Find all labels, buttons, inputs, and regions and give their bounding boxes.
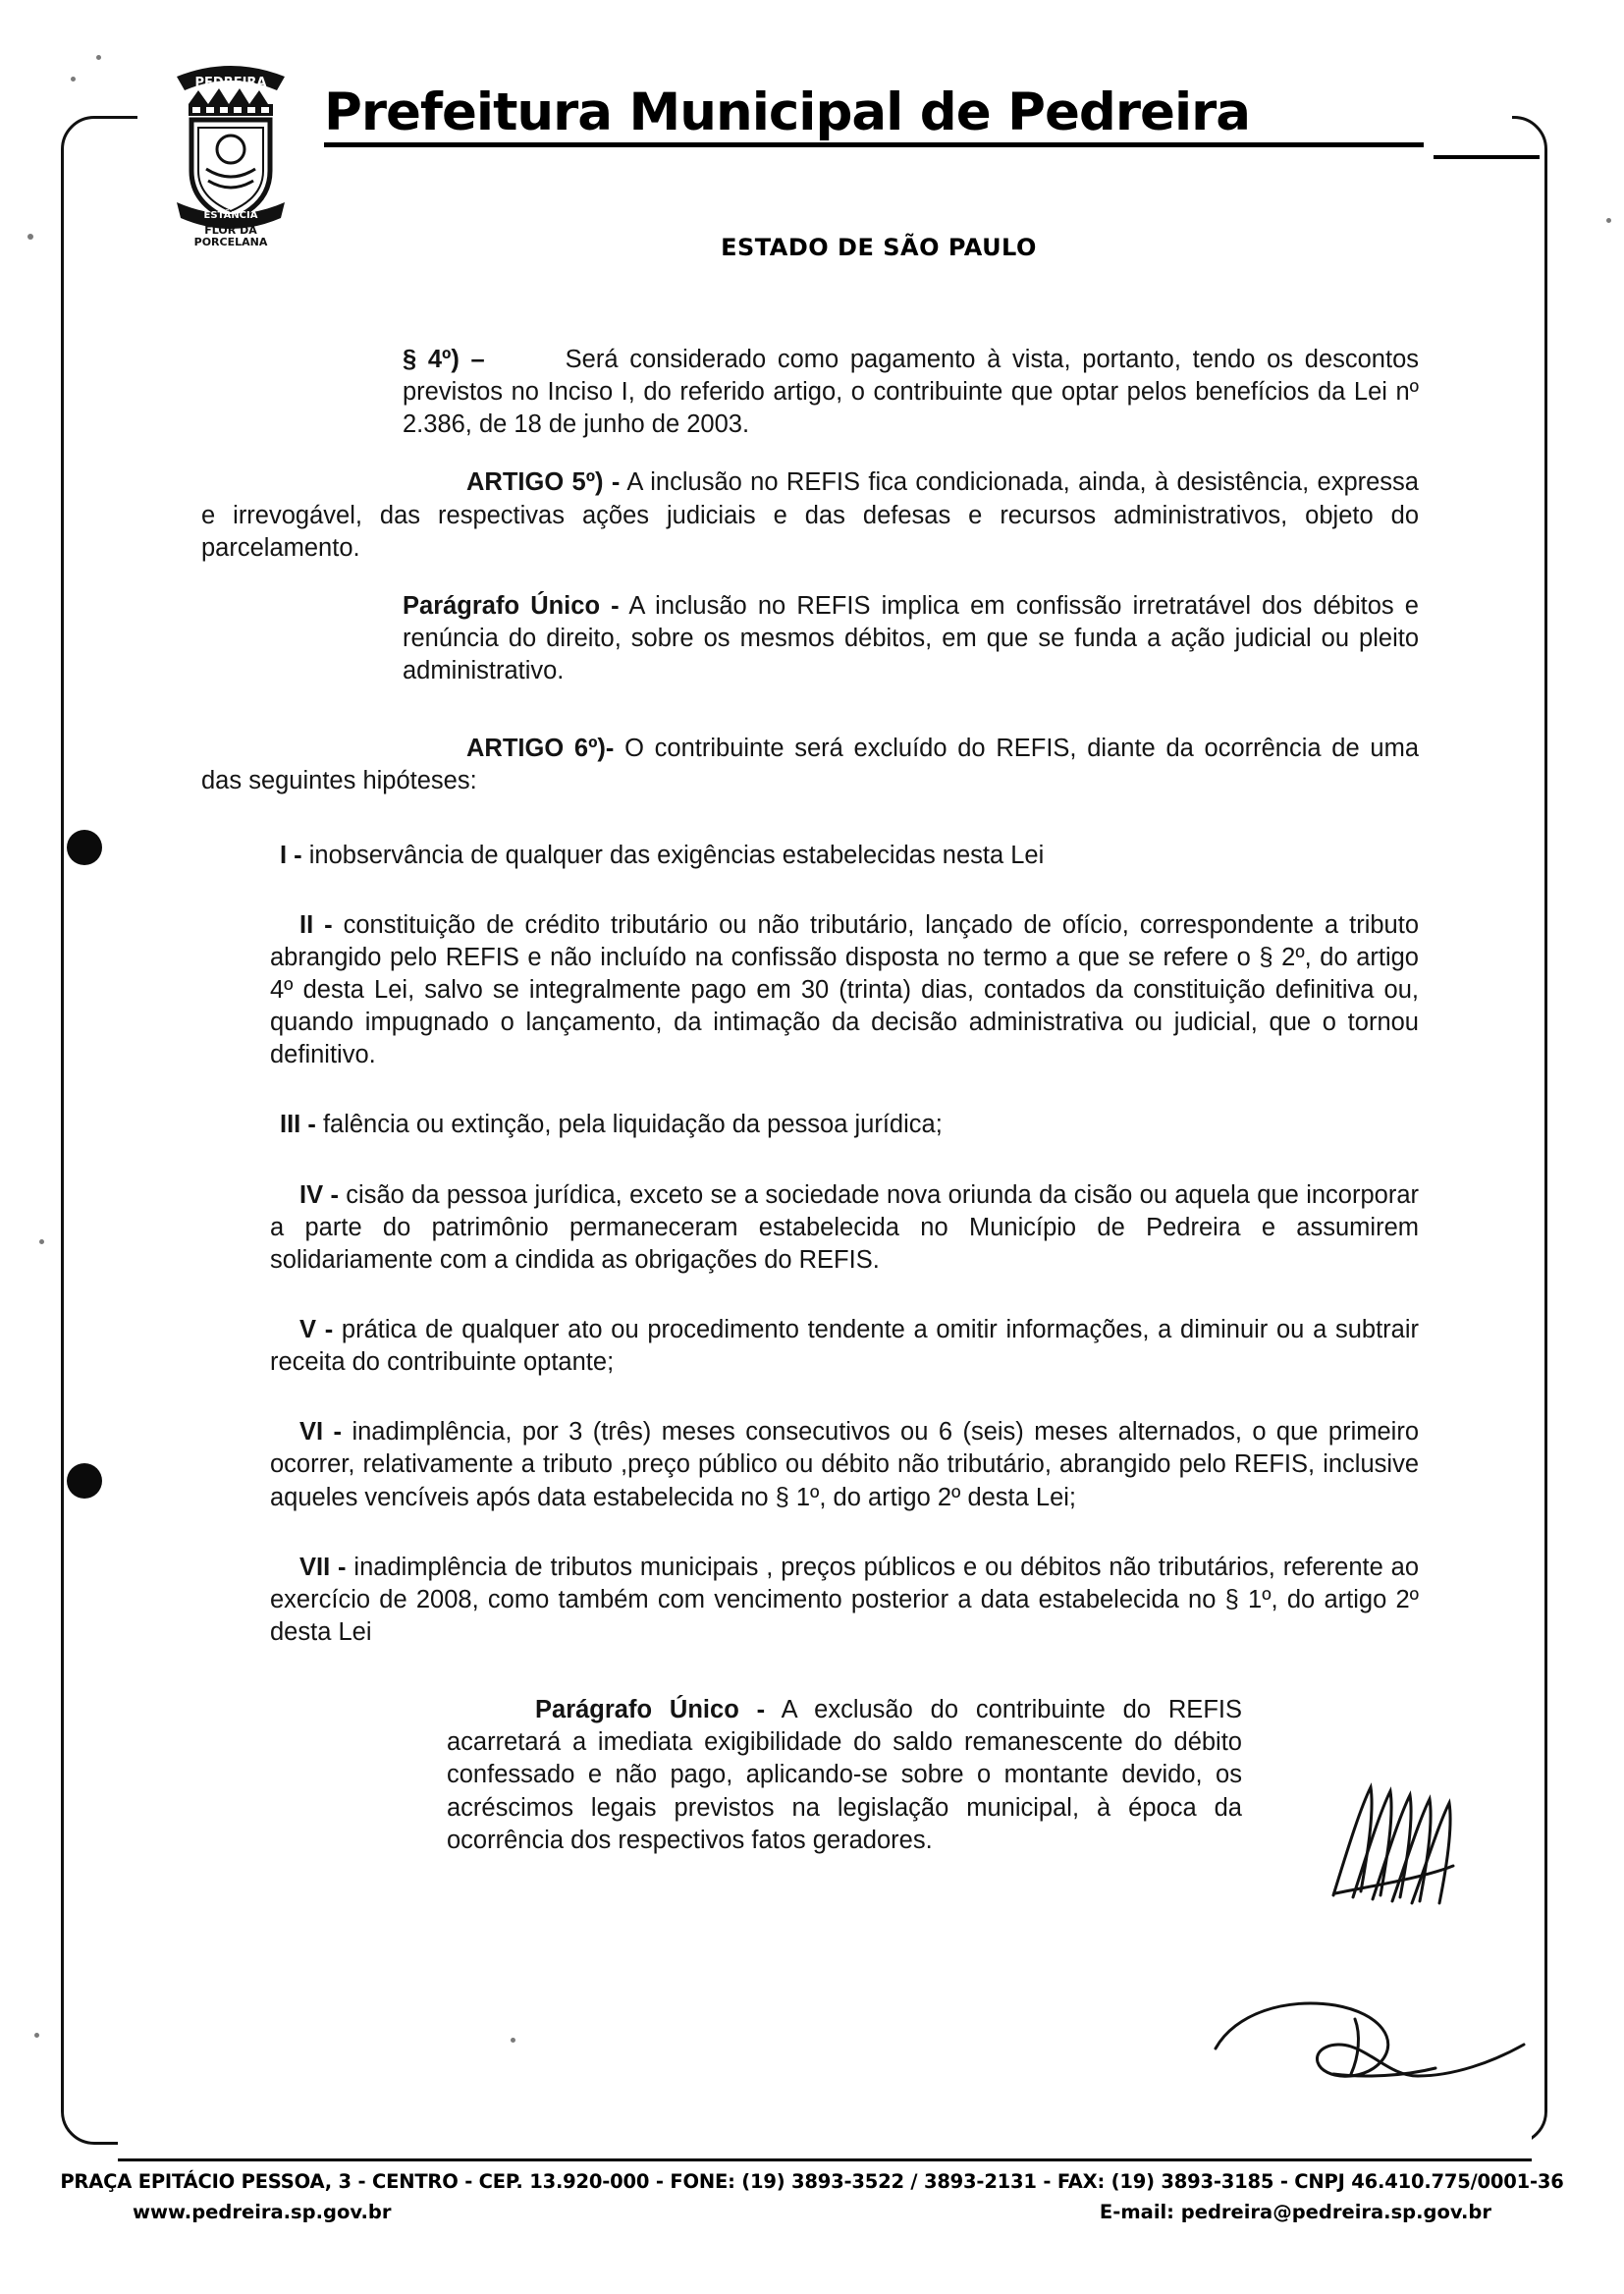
paragraph-inciso-vii (270, 1552, 1419, 1649)
paragraph-lead: ARTIGO 6º)- (466, 735, 615, 763)
paragraph-text: inobservância de qualquer das exigências estabelecidas nesta Lei (308, 841, 1045, 869)
footer-email[interactable]: E-mail: pedreira@pedreira.sp.gov.br (1099, 2201, 1491, 2223)
scan-speck (511, 2038, 515, 2043)
svg-text:FLOR DA: FLOR DA (204, 224, 257, 237)
paragraph-inciso-v (270, 1314, 1419, 1379)
paragraph-par-4 (403, 344, 1419, 441)
paragraph-text: A inclusão no REFIS implica em confissão irretratável dos débitos e renúncia do direito, sobre os mesmos débitos, em que se funda a ação judicial ou pleito administrativo. (403, 591, 1419, 685)
paragraph-inciso-iii (280, 1109, 1419, 1141)
document-body (201, 344, 1419, 1883)
svg-text:PEDREIRA: PEDREIRA (194, 76, 267, 90)
scan-speck (34, 2033, 39, 2038)
paragraph-lead: § 4º) – (403, 346, 485, 373)
footer-divider (118, 2158, 1532, 2161)
paragraph-lead: VII - (299, 1553, 347, 1581)
svg-text:ESTÂNCIA: ESTÂNCIA (203, 210, 258, 221)
page-subtitle: ESTADO DE SÃO PAULO (721, 234, 1037, 261)
paragraph-text: O contribuinte será excluído do REFIS, diante da ocorrência de uma das seguintes hipóteses: (201, 735, 1419, 795)
paragraph-text: constituição de crédito tributário ou não tributário, lançado de ofício, correspondente a tributo abrangido pelo REFIS e não incluído na confissão disposta no termo a que se refere o § 2º, do artigo 4º desta Lei, salvo se integralmente pago em 30 (trinta) dias, contados da constituição definitiva ou, quando impugnado o lançamento, da intimação da decisão administrativa ou judicial, que o tornou definitivo. (270, 910, 1420, 1069)
paragraph-lead: II - (299, 910, 333, 939)
paragraph-text: Será considerado como pagamento à vista, portanto, tendo os descontos previstos no Inciso I, do referido artigo, o contribuinte que optar pelos benefícios da Lei nº 2.386, de 18 de junho de 2003. (403, 346, 1420, 439)
paragraph-paragrafo-unico-2 (447, 1694, 1242, 1857)
paragraph-lead: Parágrafo Único - (403, 591, 620, 620)
scan-speck (1606, 218, 1611, 223)
paragraph-text: falência ou extinção, pela liquidação da pessoa jurídica; (322, 1111, 943, 1139)
paragraph-inciso-vi (270, 1416, 1419, 1513)
svg-text:PORCELANA: PORCELANA (193, 236, 268, 247)
paragraph-artigo-6 (201, 733, 1419, 797)
paragraph-lead: VI - (299, 1418, 343, 1447)
coat-of-arms-icon (147, 51, 314, 247)
paragraph-lead: IV - (299, 1180, 339, 1209)
page-title: Prefeitura Municipal de Pedreira (324, 82, 1251, 142)
hole-punch-mark (67, 830, 102, 865)
paragraph-inciso-i (280, 840, 1419, 872)
footer-website[interactable]: www.pedreira.sp.gov.br (133, 2201, 392, 2223)
paragraph-text: A inclusão no REFIS fica condicionada, ainda, à desistência, expressa e irrevogável, das respectivas ações judiciais e das defesas e recursos administrativos, objeto do parcelamento. (201, 468, 1419, 562)
paragraph-inciso-iv (270, 1179, 1419, 1277)
handwritten-signature (1208, 1984, 1532, 2111)
paragraph-lead: III - (280, 1111, 316, 1139)
hole-punch-mark (67, 1463, 102, 1499)
paragraph-artigo-5 (201, 466, 1419, 564)
paragraph-lead: I - (280, 841, 302, 869)
paragraph-paragrafo-unico-1 (403, 590, 1419, 687)
paragraph-lead: ARTIGO 5º) - (466, 468, 621, 497)
footer-address: PRAÇA EPITÁCIO PESSOA, 3 - CENTRO - CEP. 13.920-000 - FONE: (19) 3893-3522 / 3893-2131 - FAX: (19) 3893-3185 - CNPJ 46.410.775/0001-36 (60, 2170, 1564, 2193)
paragraph-text: cisão da pessoa jurídica, exceto se a sociedade nova oriunda da cisão ou aquela que incorporar a parte do patrimônio permaneceram estabelecida no Município de Pedreira e assumirem solidariamente com a cindida as obrigações do REFIS. (270, 1180, 1419, 1274)
paragraph-lead: Parágrafo Único - (535, 1696, 766, 1724)
scan-speck (71, 77, 76, 82)
paragraph-text: inadimplência de tributos municipais , preços públicos e ou débitos não tributários, referente ao exercício de 2008, como também com vencimento posterior a data estabelecida no § 1º, do artigo 2º desta Lei (270, 1553, 1419, 1646)
paragraph-text: A exclusão do contribuinte do REFIS acarretará a imediata exigibilidade do saldo remanescente do débito confessado e não pago, aplicando-se sobre o montante devido, os acréscimos legais previstos na legislação municipal, à época da ocorrência dos respectivos fatos geradores. (447, 1696, 1242, 1854)
document-header (0, 39, 1624, 261)
scan-speck (96, 55, 101, 60)
header-title-block (324, 82, 1434, 147)
document-footer (0, 2170, 1624, 2228)
border-mask-bottom (118, 2111, 1532, 2155)
title-underline (324, 142, 1424, 147)
handwritten-initials (1316, 1768, 1492, 1944)
scan-speck (39, 1239, 44, 1244)
paragraph-inciso-ii (270, 909, 1419, 1072)
paragraph-lead: V - (299, 1315, 334, 1343)
paragraph-text: prática de qualquer ato ou procedimento tendente a omitir informações, a diminuir ou a subtrair receita do contribuinte optante; (270, 1315, 1419, 1377)
paragraph-text: inadimplência, por 3 (três) meses consecutivos ou 6 (seis) meses alternados, o que primeiro ocorrer, relativamente a tributo ,preço público ou débito não tributário, abrangido pelo REFIS, inclusive aqueles vencíveis após data estabelecida no § 1º, do artigo 2º desta Lei; (270, 1418, 1420, 1511)
scan-speck (27, 234, 33, 240)
title-underline-extension (1434, 155, 1540, 159)
